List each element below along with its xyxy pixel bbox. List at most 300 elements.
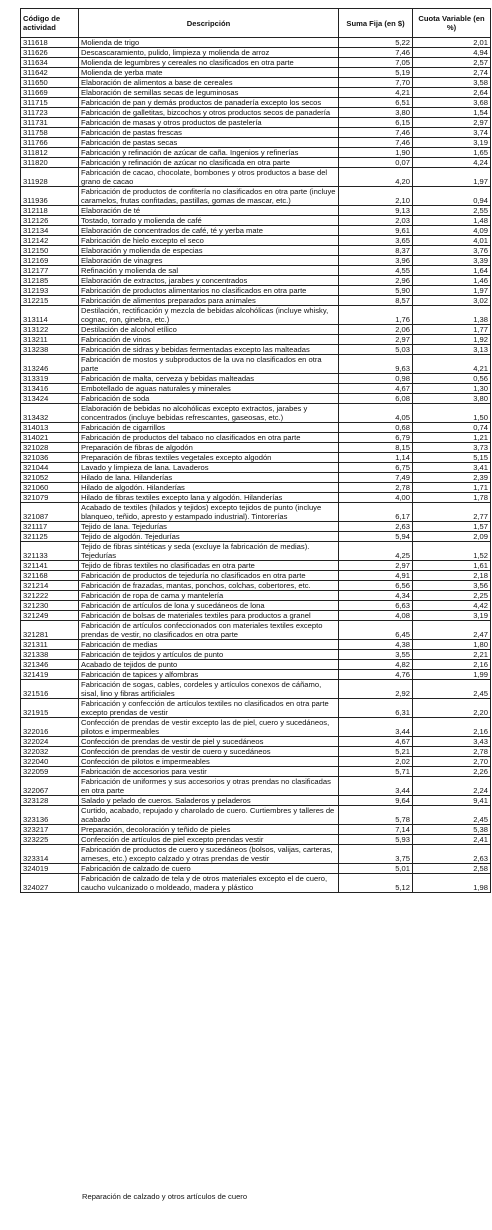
fixed-sum-cell: 6,56	[339, 581, 413, 591]
table-row	[21, 384, 491, 394]
fixed-sum-cell: 5,93	[339, 835, 413, 845]
variable-fee-cell: 1,98	[413, 874, 491, 893]
activity-code-cell: 313319	[21, 374, 79, 384]
description-cell: Tostado, torrado y molienda de café	[79, 216, 339, 226]
activity-code-cell: 321125	[21, 532, 79, 542]
fixed-sum-cell: 7,49	[339, 473, 413, 483]
description-cell: Fabricación y refinación de azúcar no clasificada en otra parte	[79, 158, 339, 168]
table-row	[21, 335, 491, 345]
activity-code-cell: 322024	[21, 737, 79, 747]
description-cell: Tejido de fibras sintéticas y seda (excluye la fabricación de medias). Tejedurías	[79, 542, 339, 561]
table-row	[21, 246, 491, 256]
variable-fee-cell: 2,21	[413, 650, 491, 660]
variable-fee-cell: 0,94	[413, 187, 491, 206]
table-row	[21, 493, 491, 503]
table-row	[21, 433, 491, 443]
activity-code-cell: 322040	[21, 757, 79, 767]
fixed-sum-cell: 6,79	[339, 433, 413, 443]
fixed-sum-cell: 4,91	[339, 571, 413, 581]
description-cell: Molienda de trigo	[79, 38, 339, 48]
activity-code-cell: 312193	[21, 286, 79, 296]
activity-code-cell: 323136	[21, 806, 79, 825]
fixed-sum-cell: 2,97	[339, 561, 413, 571]
activity-code-cell: 321087	[21, 503, 79, 522]
variable-fee-cell: 2,24	[413, 777, 491, 796]
fixed-sum-cell: 2,96	[339, 276, 413, 286]
variable-fee-cell: 1,97	[413, 168, 491, 187]
table-row	[21, 423, 491, 433]
activity-code-cell: 311812	[21, 148, 79, 158]
fixed-sum-cell: 6,08	[339, 394, 413, 404]
activity-code-cell: 323314	[21, 845, 79, 864]
description-cell: Fabricación de sidras y bebidas fermentadas excepto las malteadas	[79, 345, 339, 355]
fixed-sum-cell: 5,78	[339, 806, 413, 825]
activity-code-cell: 321133	[21, 542, 79, 561]
activity-code-cell: 311820	[21, 158, 79, 168]
table-row	[21, 699, 491, 718]
fixed-sum-cell: 4,67	[339, 737, 413, 747]
variable-fee-cell: 1,21	[413, 433, 491, 443]
description-cell: Hilado de algodón. Hilanderías	[79, 483, 339, 493]
description-cell: Fabricación de accesorios para vestir	[79, 767, 339, 777]
variable-fee-cell: 1,71	[413, 483, 491, 493]
table-row	[21, 680, 491, 699]
description-cell: Elaboración de semillas secas de leguminosas	[79, 88, 339, 98]
fixed-sum-cell: 4,76	[339, 670, 413, 680]
description-cell: Fabricación y confección de artículos textiles no clasificados en otra parte excepto prendas de vestir	[79, 699, 339, 718]
variable-fee-cell: 1,38	[413, 306, 491, 325]
activity-code-cell: 314013	[21, 423, 79, 433]
fixed-sum-cell: 2,10	[339, 187, 413, 206]
fixed-sum-cell: 8,57	[339, 296, 413, 306]
variable-fee-cell: 1,64	[413, 266, 491, 276]
table-row	[21, 236, 491, 246]
table-row	[21, 404, 491, 423]
description-cell: Salado y pelado de cueros. Saladeros y peladeros	[79, 796, 339, 806]
variable-fee-cell: 0,56	[413, 374, 491, 384]
variable-fee-cell: 1,52	[413, 542, 491, 561]
activity-code-cell: 313246	[21, 355, 79, 374]
fixed-sum-cell: 0,98	[339, 374, 413, 384]
table-row	[21, 718, 491, 737]
description-cell: Fabricación de cigarrillos	[79, 423, 339, 433]
fixed-sum-cell: 4,38	[339, 640, 413, 650]
activity-code-cell: 311634	[21, 58, 79, 68]
variable-fee-cell: 1,92	[413, 335, 491, 345]
variable-fee-cell: 3,02	[413, 296, 491, 306]
variable-fee-cell: 3,73	[413, 443, 491, 453]
table-row	[21, 845, 491, 864]
description-cell: Fabricación de calzado de cuero	[79, 864, 339, 874]
activity-code-cell: 323225	[21, 835, 79, 845]
variable-fee-cell: 1,77	[413, 325, 491, 335]
variable-fee-cell: 1,61	[413, 561, 491, 571]
activity-code-cell: 312126	[21, 216, 79, 226]
table-row	[21, 98, 491, 108]
description-cell: Fabricación de productos alimentarios no clasificados en otra parte	[79, 286, 339, 296]
fixed-sum-cell: 0,68	[339, 423, 413, 433]
description-cell: Fabricación de productos de confitería no clasificados en otra parte (incluye caramelos, frutas confitadas, pastillas, gomas de mascar, etc.)	[79, 187, 339, 206]
fixed-sum-cell: 4,34	[339, 591, 413, 601]
table-row	[21, 394, 491, 404]
description-cell: Elaboración de vinagres	[79, 256, 339, 266]
table-row	[21, 187, 491, 206]
variable-fee-cell: 5,38	[413, 825, 491, 835]
variable-fee-cell: 9,41	[413, 796, 491, 806]
activity-code-cell: 311669	[21, 88, 79, 98]
activity-code-cell: 312169	[21, 256, 79, 266]
table-row	[21, 561, 491, 571]
fixed-sum-cell: 4,25	[339, 542, 413, 561]
table-row	[21, 473, 491, 483]
variable-fee-cell: 1,54	[413, 108, 491, 118]
activity-code-cell: 321079	[21, 493, 79, 503]
activity-code-cell: 323128	[21, 796, 79, 806]
description-cell: Molienda de legumbres y cereales no clasificados en otra parte	[79, 58, 339, 68]
activity-code-cell: 313416	[21, 384, 79, 394]
activity-code-cell: 321230	[21, 601, 79, 611]
variable-fee-cell: 1,65	[413, 148, 491, 158]
variable-fee-cell: 1,48	[413, 216, 491, 226]
variable-fee-cell: 3,43	[413, 737, 491, 747]
description-cell: Fabricación de calzado de tela y de otros materiales excepto el de cuero, caucho vulcanizado o moldeado, madera y plástico	[79, 874, 339, 893]
fixed-sum-cell: 4,55	[339, 266, 413, 276]
description-cell: Fabricación de ropa de cama y mantelería	[79, 591, 339, 601]
header-fixed-sum: Suma Fija (en $)	[339, 9, 413, 38]
table-row	[21, 443, 491, 453]
activity-code-cell: 321516	[21, 680, 79, 699]
variable-fee-cell: 4,21	[413, 355, 491, 374]
variable-fee-cell: 0,74	[413, 423, 491, 433]
table-row	[21, 256, 491, 266]
description-cell: Confección de prendas de vestir excepto las de piel, cuero y sucedáneos, pilotos e impermeables	[79, 718, 339, 737]
variable-fee-cell: 3,19	[413, 138, 491, 148]
table-row	[21, 591, 491, 601]
variable-fee-cell: 4,24	[413, 158, 491, 168]
activity-code-cell: 313238	[21, 345, 79, 355]
table-row	[21, 542, 491, 561]
activity-code-cell: 312177	[21, 266, 79, 276]
variable-fee-cell: 2,18	[413, 571, 491, 581]
variable-fee-cell: 2,26	[413, 767, 491, 777]
description-cell: Hilado de fibras textiles excepto lana y algodón. Hilanderías	[79, 493, 339, 503]
fixed-sum-cell: 5,19	[339, 68, 413, 78]
description-cell: Fabricación de productos de cuero y sucedáneos (bolsos, valijas, carteras, arneses, etc.) excepto calzado y otras prendas de vestir	[79, 845, 339, 864]
activity-code-cell: 322032	[21, 747, 79, 757]
fixed-sum-cell: 8,15	[339, 443, 413, 453]
fixed-sum-cell: 7,46	[339, 138, 413, 148]
activity-code-cell: 311650	[21, 78, 79, 88]
activity-code-cell: 313122	[21, 325, 79, 335]
variable-fee-cell: 2,63	[413, 845, 491, 864]
description-cell: Preparación de fibras textiles vegetales excepto algodón	[79, 453, 339, 463]
fixed-sum-cell: 5,94	[339, 532, 413, 542]
activity-code-cell: 322059	[21, 767, 79, 777]
activity-code-cell: 313114	[21, 306, 79, 325]
table-row	[21, 835, 491, 845]
activity-code-cell: 324027	[21, 874, 79, 893]
variable-fee-cell: 1,30	[413, 384, 491, 394]
description-cell: Elaboración de alimentos a base de cereales	[79, 78, 339, 88]
variable-fee-cell: 3,13	[413, 345, 491, 355]
fixed-sum-cell: 5,03	[339, 345, 413, 355]
table-row	[21, 532, 491, 542]
description-cell: Elaboración de concentrados de café, té y yerba mate	[79, 226, 339, 236]
activity-code-cell: 322067	[21, 777, 79, 796]
fixed-sum-cell: 1,14	[339, 453, 413, 463]
variable-fee-cell: 3,19	[413, 611, 491, 621]
table-row	[21, 777, 491, 796]
description-cell: Fabricación de sogas, cables, cordeles y artículos conexos de cáñamo, sisal, lino y fibras artificiales	[79, 680, 339, 699]
fixed-sum-cell: 6,45	[339, 621, 413, 640]
variable-fee-cell: 3,39	[413, 256, 491, 266]
fixed-sum-cell: 4,05	[339, 404, 413, 423]
fixed-sum-cell: 5,21	[339, 747, 413, 757]
fixed-sum-cell: 3,75	[339, 845, 413, 864]
description-cell: Fabricación de artículos de lona y sucedáneos de lona	[79, 601, 339, 611]
fixed-sum-cell: 7,14	[339, 825, 413, 835]
fixed-sum-cell: 8,37	[339, 246, 413, 256]
description-cell: Fabricación de hielo excepto el seco	[79, 236, 339, 246]
activity-code-cell: 313211	[21, 335, 79, 345]
activity-code-cell: 322016	[21, 718, 79, 737]
activity-code-cell: 312185	[21, 276, 79, 286]
activity-code-cell: 321346	[21, 660, 79, 670]
activity-code-cell: 311626	[21, 48, 79, 58]
activity-code-cell: 321141	[21, 561, 79, 571]
variable-fee-cell: 2,16	[413, 660, 491, 670]
description-cell: Fabricación de tapices y alfombras	[79, 670, 339, 680]
table-row	[21, 374, 491, 384]
activity-code-cell: 311766	[21, 138, 79, 148]
description-cell: Preparación de fibras de algodón	[79, 443, 339, 453]
description-cell: Fabricación de artículos confeccionados con materiales textiles excepto prendas de vestir, no clasificados en otra parte	[79, 621, 339, 640]
description-cell: Fabricación de alimentos preparados para animales	[79, 296, 339, 306]
variable-fee-cell: 2,41	[413, 835, 491, 845]
table-row	[21, 148, 491, 158]
description-cell: Fabricación de medias	[79, 640, 339, 650]
fixed-sum-cell: 1,76	[339, 306, 413, 325]
variable-fee-cell: 2,09	[413, 532, 491, 542]
variable-fee-cell: 2,55	[413, 206, 491, 216]
fee-table-sheet	[20, 8, 490, 893]
fixed-sum-cell: 3,44	[339, 777, 413, 796]
variable-fee-cell: 2,25	[413, 591, 491, 601]
variable-fee-cell: 3,80	[413, 394, 491, 404]
table-row	[21, 206, 491, 216]
fixed-sum-cell: 2,97	[339, 335, 413, 345]
fixed-sum-cell: 5,71	[339, 767, 413, 777]
activity-code-cell: 314021	[21, 433, 79, 443]
description-cell: Hilado de lana. Hilanderías	[79, 473, 339, 483]
table-row	[21, 864, 491, 874]
activity-code-cell: 311731	[21, 118, 79, 128]
description-cell: Confección de pilotos e impermeables	[79, 757, 339, 767]
table-row	[21, 522, 491, 532]
activity-code-cell: 321044	[21, 463, 79, 473]
fixed-sum-cell: 3,80	[339, 108, 413, 118]
variable-fee-cell: 2,57	[413, 58, 491, 68]
variable-fee-cell: 4,94	[413, 48, 491, 58]
table-row	[21, 650, 491, 660]
variable-fee-cell: 2,70	[413, 757, 491, 767]
fixed-sum-cell: 9,13	[339, 206, 413, 216]
fixed-sum-cell: 5,01	[339, 864, 413, 874]
variable-fee-cell: 2,97	[413, 118, 491, 128]
variable-fee-cell: 4,42	[413, 601, 491, 611]
activity-fee-table	[20, 8, 491, 893]
header-description: Descripción	[79, 9, 339, 38]
description-cell: Confección de prendas de vestir de piel y sucedáneos	[79, 737, 339, 747]
table-row	[21, 640, 491, 650]
activity-code-cell: 321249	[21, 611, 79, 621]
activity-code-cell: 321168	[21, 571, 79, 581]
description-cell: Lavado y limpieza de lana. Lavaderos	[79, 463, 339, 473]
description-cell: Fabricación de bolsas de materiales textiles para productos a granel	[79, 611, 339, 621]
variable-fee-cell: 2,78	[413, 747, 491, 757]
fixed-sum-cell: 6,51	[339, 98, 413, 108]
activity-code-cell: 313432	[21, 404, 79, 423]
fixed-sum-cell: 9,64	[339, 796, 413, 806]
table-row	[21, 483, 491, 493]
table-row	[21, 78, 491, 88]
fixed-sum-cell: 3,65	[339, 236, 413, 246]
table-row	[21, 68, 491, 78]
table-row	[21, 276, 491, 286]
fixed-sum-cell: 2,06	[339, 325, 413, 335]
fixed-sum-cell: 5,12	[339, 874, 413, 893]
fixed-sum-cell: 2,02	[339, 757, 413, 767]
activity-code-cell: 321052	[21, 473, 79, 483]
table-row	[21, 660, 491, 670]
table-row	[21, 216, 491, 226]
table-row	[21, 747, 491, 757]
fixed-sum-cell: 5,90	[339, 286, 413, 296]
description-cell: Descascaramiento, pulido, limpieza y molienda de arroz	[79, 48, 339, 58]
table-row	[21, 767, 491, 777]
activity-code-cell: 311928	[21, 168, 79, 187]
table-row	[21, 58, 491, 68]
variable-fee-cell: 3,74	[413, 128, 491, 138]
fixed-sum-cell: 2,78	[339, 483, 413, 493]
variable-fee-cell: 3,76	[413, 246, 491, 256]
fixed-sum-cell: 4,67	[339, 384, 413, 394]
activity-code-cell: 323217	[21, 825, 79, 835]
variable-fee-cell: 1,78	[413, 493, 491, 503]
activity-code-cell: 311723	[21, 108, 79, 118]
fixed-sum-cell: 6,75	[339, 463, 413, 473]
fixed-sum-cell: 6,63	[339, 601, 413, 611]
description-cell: Elaboración de extractos, jarabes y concentrados	[79, 276, 339, 286]
description-cell: Fabricación de pastas secas	[79, 138, 339, 148]
description-cell: Destilación de alcohol etílico	[79, 325, 339, 335]
description-cell: Embotellado de aguas naturales y minerales	[79, 384, 339, 394]
variable-fee-cell: 1,80	[413, 640, 491, 650]
description-cell: Molienda de yerba mate	[79, 68, 339, 78]
description-cell: Fabricación de pastas frescas	[79, 128, 339, 138]
cutoff-row	[20, 1192, 490, 1222]
description-cell: Refinación y molienda de sal	[79, 266, 339, 276]
table-row	[21, 601, 491, 611]
table-row	[21, 168, 491, 187]
activity-code-cell: 311936	[21, 187, 79, 206]
table-row	[21, 611, 491, 621]
description-cell: Fabricación de mostos y subproductos de la uva no clasificados en otra parte	[79, 355, 339, 374]
table-row	[21, 138, 491, 148]
fixed-sum-cell: 6,15	[339, 118, 413, 128]
table-row	[21, 118, 491, 128]
fixed-sum-cell: 5,22	[339, 38, 413, 48]
table-row	[21, 806, 491, 825]
fixed-sum-cell: 4,08	[339, 611, 413, 621]
activity-code-cell: 312134	[21, 226, 79, 236]
description-cell: Confección de prendas de vestir de cuero y sucedáneos	[79, 747, 339, 757]
table-row	[21, 48, 491, 58]
variable-fee-cell: 5,15	[413, 453, 491, 463]
description-cell: Tejido de fibras textiles no clasificadas en otra parte	[79, 561, 339, 571]
table-row	[21, 453, 491, 463]
description-cell: Fabricación de malta, cerveza y bebidas malteadas	[79, 374, 339, 384]
table-row	[21, 38, 491, 48]
fixed-sum-cell: 7,05	[339, 58, 413, 68]
activity-code-cell: 321028	[21, 443, 79, 453]
description-cell: Confección de artículos de piel excepto prendas vestir	[79, 835, 339, 845]
fixed-sum-cell: 7,46	[339, 128, 413, 138]
variable-fee-cell: 3,56	[413, 581, 491, 591]
fixed-sum-cell: 4,21	[339, 88, 413, 98]
table-row	[21, 325, 491, 335]
fixed-sum-cell: 7,70	[339, 78, 413, 88]
variable-fee-cell: 2,47	[413, 621, 491, 640]
description-cell: Elaboración de té	[79, 206, 339, 216]
table-row	[21, 503, 491, 522]
activity-code-cell: 312142	[21, 236, 79, 246]
header-activity-code: Código de actividad	[21, 9, 79, 38]
activity-code-cell: 311715	[21, 98, 79, 108]
variable-fee-cell: 2,20	[413, 699, 491, 718]
variable-fee-cell: 2,01	[413, 38, 491, 48]
table-row	[21, 355, 491, 374]
fixed-sum-cell: 2,03	[339, 216, 413, 226]
activity-code-cell: 321915	[21, 699, 79, 718]
variable-fee-cell: 3,41	[413, 463, 491, 473]
variable-fee-cell: 2,45	[413, 680, 491, 699]
activity-code-cell: 321311	[21, 640, 79, 650]
table-row	[21, 158, 491, 168]
fixed-sum-cell: 2,92	[339, 680, 413, 699]
activity-code-cell: 321281	[21, 621, 79, 640]
table-row	[21, 108, 491, 118]
fixed-sum-cell: 6,17	[339, 503, 413, 522]
fixed-sum-cell: 3,55	[339, 650, 413, 660]
table-row	[21, 737, 491, 747]
variable-fee-cell: 1,46	[413, 276, 491, 286]
fixed-sum-cell: 1,90	[339, 148, 413, 158]
activity-code-cell: 321214	[21, 581, 79, 591]
variable-fee-cell: 2,77	[413, 503, 491, 522]
description-cell: Elaboración y molienda de especias	[79, 246, 339, 256]
variable-fee-cell: 2,64	[413, 88, 491, 98]
table-row	[21, 345, 491, 355]
description-cell: Fabricación de vinos	[79, 335, 339, 345]
description-cell: Fabricación de frazadas, mantas, ponchos, colchas, cobertores, etc.	[79, 581, 339, 591]
fixed-sum-cell: 4,20	[339, 168, 413, 187]
variable-fee-cell: 3,58	[413, 78, 491, 88]
fixed-sum-cell: 3,96	[339, 256, 413, 266]
activity-code-cell: 324019	[21, 864, 79, 874]
activity-code-cell: 321117	[21, 522, 79, 532]
description-cell: Fabricación de pan y demás productos de panadería excepto los secos	[79, 98, 339, 108]
